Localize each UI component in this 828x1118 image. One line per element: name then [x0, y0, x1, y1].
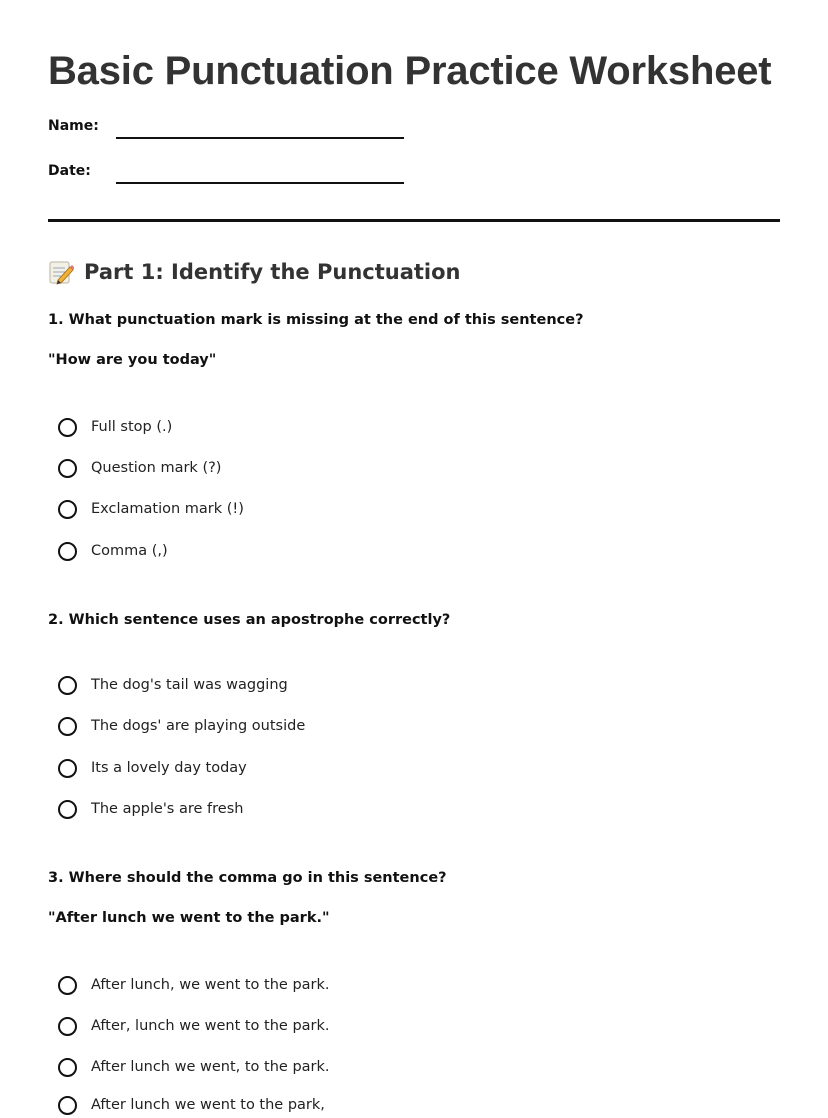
option-label: The dog's tail was wagging — [91, 677, 288, 693]
radio-button[interactable] — [58, 759, 77, 778]
option-label: Exclamation mark (!) — [91, 501, 244, 517]
radio-button[interactable] — [58, 418, 77, 437]
question-1-option-d[interactable] — [58, 538, 168, 564]
radio-button[interactable] — [58, 676, 77, 695]
option-label: After lunch we went to the park, — [91, 1097, 325, 1113]
question-2-option-d[interactable] — [58, 796, 243, 822]
question-1-option-b[interactable] — [58, 455, 221, 481]
memo-icon — [48, 259, 74, 285]
question-1-option-c[interactable] — [58, 496, 244, 522]
radio-button[interactable] — [58, 976, 77, 995]
radio-button[interactable] — [58, 542, 77, 561]
question-3-option-c[interactable] — [58, 1054, 330, 1080]
radio-button[interactable] — [58, 459, 77, 478]
question-1-prompt: 1. What punctuation mark is missing at the end of this sentence? — [48, 312, 584, 328]
radio-button[interactable] — [58, 1058, 77, 1077]
radio-button[interactable] — [58, 800, 77, 819]
header-divider — [48, 219, 780, 222]
question-3-prompt: 3. Where should the comma go in this sentence? — [48, 870, 447, 886]
question-1-option-a[interactable] — [58, 414, 172, 440]
name-label: Name: — [48, 118, 99, 134]
question-3-option-d[interactable] — [58, 1092, 325, 1118]
option-label: Comma (,) — [91, 543, 168, 559]
question-2-prompt: 2. Which sentence uses an apostrophe correctly? — [48, 612, 451, 628]
option-label: After lunch, we went to the park. — [91, 977, 330, 993]
option-label: After lunch we went, to the park. — [91, 1059, 330, 1075]
option-label: After, lunch we went to the park. — [91, 1018, 330, 1034]
date-label: Date: — [48, 163, 91, 179]
date-input-line[interactable] — [116, 182, 404, 184]
page-title: Basic Punctuation Practice Worksheet — [48, 49, 772, 93]
option-label: Its a lovely day today — [91, 760, 247, 776]
question-3-quote: "After lunch we went to the park." — [48, 910, 330, 926]
option-label: The apple's are fresh — [91, 801, 244, 817]
option-label: The dogs' are playing outside — [91, 718, 306, 734]
question-2-option-a[interactable] — [58, 672, 288, 698]
radio-button[interactable] — [58, 717, 77, 736]
question-1-quote: "How are you today" — [48, 352, 217, 368]
radio-button[interactable] — [58, 500, 77, 519]
option-label: Question mark (?) — [91, 460, 222, 476]
section-heading — [48, 256, 461, 288]
radio-button[interactable] — [58, 1096, 77, 1115]
name-input-line[interactable] — [116, 137, 404, 139]
question-3-option-a[interactable] — [58, 972, 330, 998]
question-3-option-b[interactable] — [58, 1013, 330, 1039]
question-2-option-c[interactable] — [58, 755, 247, 781]
option-label: Full stop (.) — [91, 419, 173, 435]
radio-button[interactable] — [58, 1017, 77, 1036]
section-title: Part 1: Identify the Punctuation — [84, 260, 461, 284]
question-2-option-b[interactable] — [58, 713, 305, 739]
